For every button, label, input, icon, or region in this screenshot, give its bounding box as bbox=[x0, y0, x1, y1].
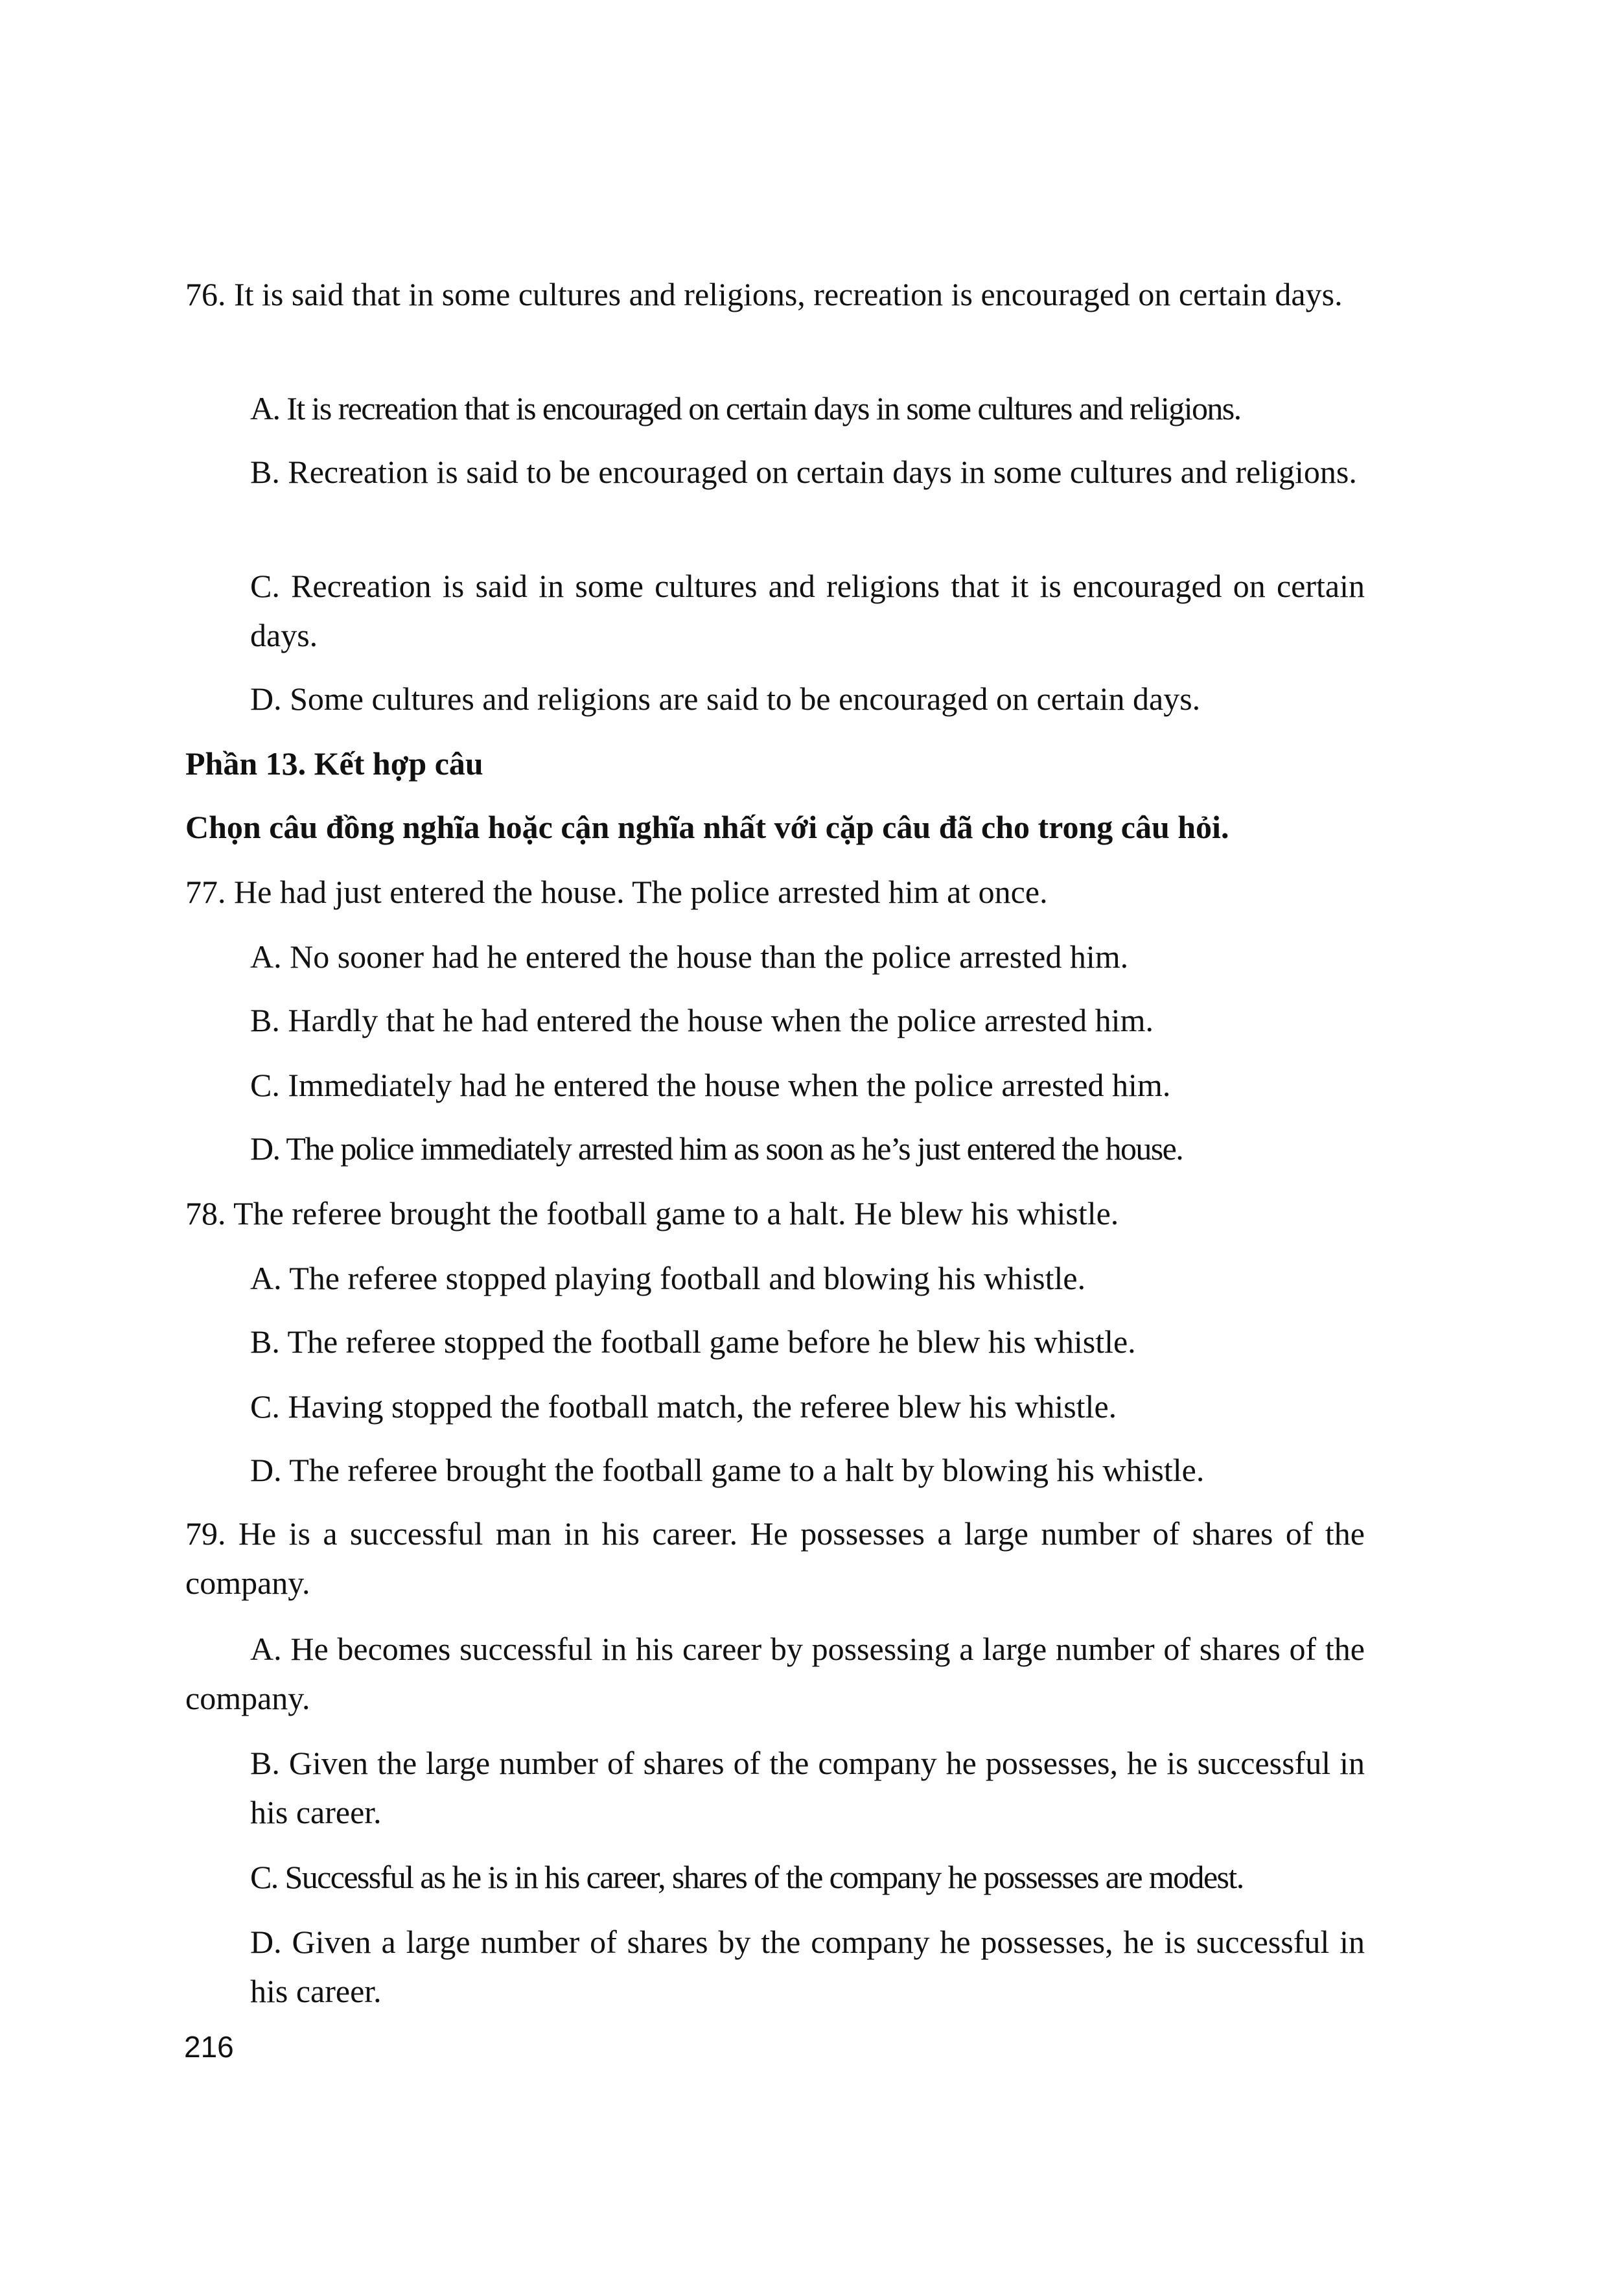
question-76-option-c: C. Recreation is said in some cultures and religions that it is encouraged on certain days. bbox=[250, 568, 1365, 653]
page-number: 216 bbox=[184, 2030, 234, 2064]
section-title: Phần 13. Kết hợp câu bbox=[185, 745, 483, 782]
question-77: 77. He had just entered the house. The police arrested him at once. bbox=[185, 874, 1048, 910]
question-79-option-c: C. Successful as he is in his career, shares of the company he possesses are modest. bbox=[250, 1859, 1244, 1895]
question-79-option-a: A. He becomes successful in his career by possessing a large number of shares of the company. bbox=[185, 1631, 1365, 1716]
question-78-option-d: D. The referee brought the football game to a halt by blowing his whistle. bbox=[250, 1452, 1205, 1488]
question-78-option-a: A. The referee stopped playing football and blowing his whistle. bbox=[250, 1260, 1086, 1296]
question-76-option-b: B. Recreation is said to be encouraged on certain days in some cultures and religions. bbox=[250, 454, 1357, 490]
question-79-option-d: D. Given a large number of shares by the company he possesses, he is successful in his career. bbox=[250, 1924, 1365, 2009]
question-77-option-a: A. No sooner had he entered the house than the police arrested him. bbox=[250, 939, 1129, 975]
section-instruction: Chọn câu đồng nghĩa hoặc cận nghĩa nhất với cặp câu đã cho trong câu hỏi. bbox=[185, 809, 1229, 845]
question-76-option-a: A. It is recreation that is encouraged on certain days in some cultures and religions. bbox=[250, 390, 1241, 426]
question-77-option-d: D. The police immediately arrested him as soon as he’s just entered the house. bbox=[250, 1130, 1183, 1167]
question-79-option-b: B. Given the large number of shares of the company he possesses, he is successful in his career. bbox=[250, 1745, 1365, 1830]
question-78-option-b: B. The referee stopped the football game before he blew his whistle. bbox=[250, 1324, 1136, 1360]
question-78-option-c: C. Having stopped the football match, the referee blew his whistle. bbox=[250, 1388, 1117, 1425]
question-77-option-b: B. Hardly that he had entered the house when the police arrested him. bbox=[250, 1002, 1154, 1038]
question-76-option-d: D. Some cultures and religions are said to be encouraged on certain days. bbox=[250, 681, 1201, 717]
question-77-option-c: C. Immediately had he entered the house when the police arrested him. bbox=[250, 1067, 1171, 1103]
question-78: 78. The referee brought the football game to a halt. He blew his whistle. bbox=[185, 1195, 1119, 1231]
question-76: 76. It is said that in some cultures and religions, recreation is encouraged on certain days. bbox=[185, 276, 1343, 312]
question-79: 79. He is a successful man in his career. He possesses a large number of shares of the company. bbox=[185, 1515, 1365, 1601]
